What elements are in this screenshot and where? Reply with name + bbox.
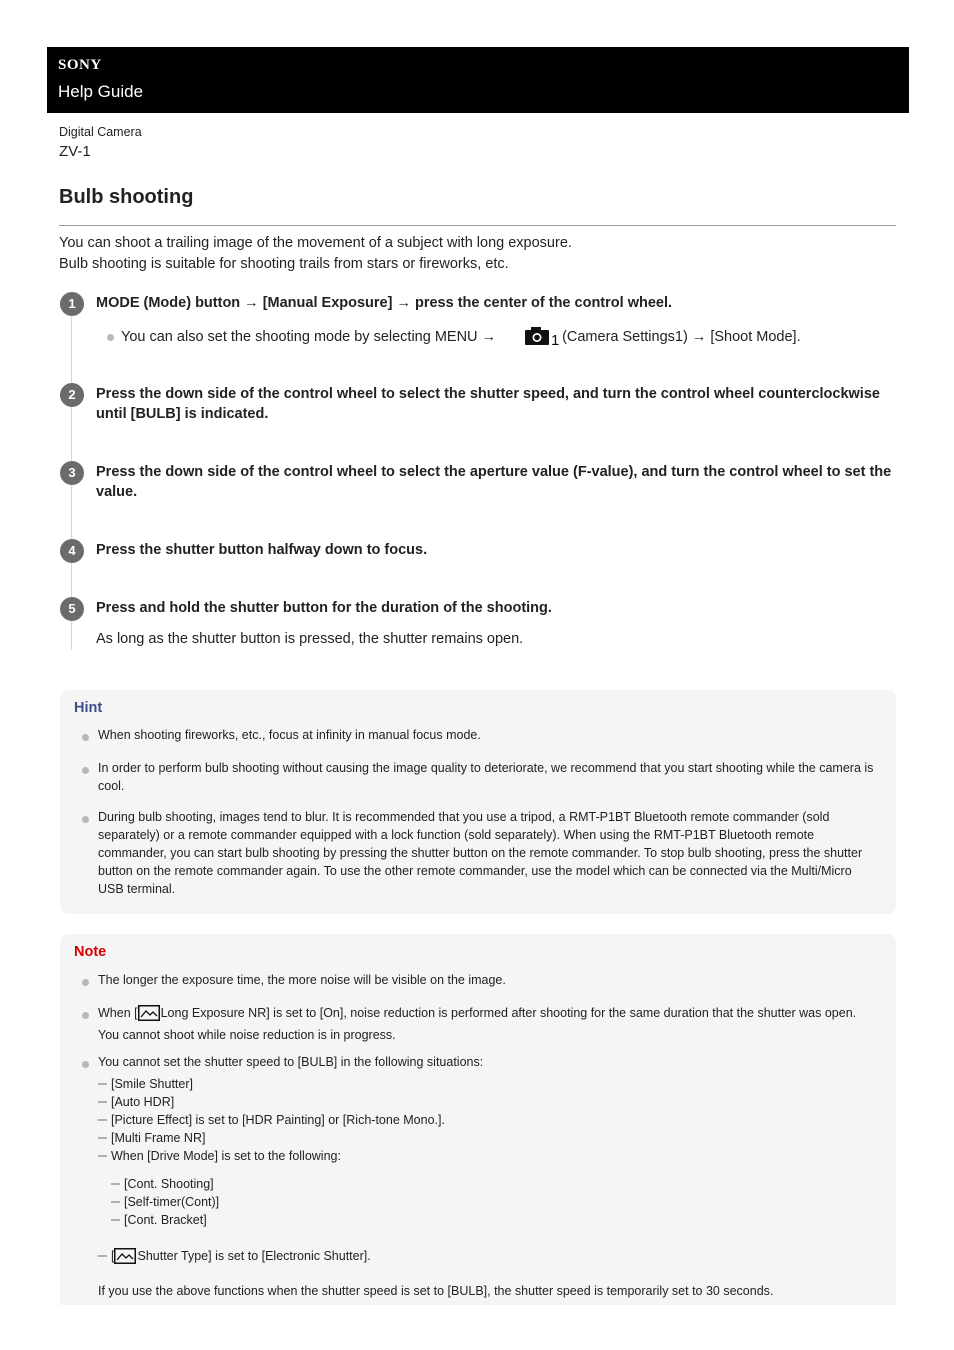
- note-item: The longer the exposure time, the more noise will be visible on the image.: [98, 973, 506, 987]
- situation-label: When [Drive Mode] is set to the following:: [111, 1149, 341, 1163]
- note-footer: If you use the above functions when the shutter speed is set to [BULB], the shutter speed is temporarily set to 30 seconds.: [98, 1284, 774, 1298]
- product-type: Digital Camera: [59, 125, 142, 139]
- shutter-type-after: Shutter Type] is set to [Electronic Shutter].: [137, 1249, 371, 1263]
- situation-item: [98, 1147, 341, 1165]
- bullet-icon: [82, 816, 89, 823]
- camera-settings-icon: [524, 326, 558, 352]
- step-number-3: 3: [60, 461, 84, 485]
- drive-mode-item: [111, 1193, 219, 1211]
- dash-icon: [98, 1101, 107, 1103]
- shutter-type-before: [: [111, 1249, 115, 1263]
- hint-title: Hint: [74, 700, 103, 716]
- step-2-text: Press the down side of the control wheel to select the shutter speed, and turn the control wheel counterclockwise until [BULB] is indicated.: [96, 386, 880, 422]
- note-item-2-after: Long Exposure NR] is set to [On], noise reduction is performed after shooting for the same duration that the shutter was open. You cannot shoot while noise reduction is in progress.: [98, 1006, 857, 1042]
- dash-icon: [98, 1155, 107, 1157]
- step-1-sub-after: (Camera Settings1) → [Shoot Mode].: [562, 329, 801, 345]
- note-item-long-exposure-nr: [98, 1004, 880, 1044]
- note-item-2-before: When [: [98, 1006, 138, 1020]
- page-title: Bulb shooting: [59, 186, 194, 208]
- step-1-sub-text: [121, 326, 801, 352]
- situation-item: [98, 1129, 205, 1147]
- drive-mode-label: [Cont. Bracket]: [124, 1213, 207, 1227]
- situation-label: [Multi Frame NR]: [111, 1131, 206, 1145]
- step-5-sub-text: As long as the shutter button is pressed, the shutter remains open.: [96, 631, 524, 647]
- hint-item: During bulb shooting, images tend to blur. It is recommended that you use a tripod, a RMT-P1BT Bluetooth remote commander (sold separately) or a remote commander equipped with a lock function (sold separately). When using the RMT-P1BT Bluetooth remote commander, you can start bulb shooting by pressing the shutter button on the remote commander. To stop bulb shooting, press the shutter button on the remote commander again. To use the other remote commander, use the model which can be connected via the Multi/Micro USB terminal.: [98, 810, 863, 896]
- situation-item: [98, 1111, 445, 1129]
- dash-icon: [111, 1219, 120, 1221]
- note-item: You cannot set the shutter speed to [BULB] in the following situations:: [98, 1055, 484, 1069]
- note-box: [60, 934, 896, 1305]
- step-number-1: 1: [60, 292, 84, 316]
- title-divider: [59, 225, 896, 226]
- situation-label: [Picture Effect] is set to [HDR Painting] or [Rich-tone Mono.].: [111, 1113, 445, 1127]
- drive-mode-item: [111, 1175, 214, 1193]
- bullet-icon: [82, 767, 89, 774]
- step-number-2: 2: [60, 383, 84, 407]
- dash-icon: [98, 1255, 107, 1257]
- bullet-icon: [82, 1012, 89, 1019]
- sony-logo: SONY: [58, 57, 102, 73]
- drive-mode-item: [111, 1211, 207, 1229]
- step-5-text: Press and hold the shutter button for the duration of the shooting.: [96, 600, 552, 616]
- step-number-4: 4: [60, 539, 84, 563]
- header-bar: [47, 47, 909, 113]
- note-title: Note: [74, 944, 107, 960]
- dash-icon: [111, 1183, 120, 1185]
- dash-icon: [111, 1201, 120, 1203]
- intro-line: Bulb shooting is suitable for shooting trails from stars or fireworks, etc.: [59, 256, 509, 272]
- situation-item: [98, 1075, 193, 1093]
- hint-item: When shooting fireworks, etc., focus at infinity in manual focus mode.: [98, 728, 481, 742]
- bullet-icon: [107, 334, 114, 341]
- bullet-icon: [82, 734, 89, 741]
- shutter-type-icon: [114, 1248, 136, 1269]
- drive-mode-label: [Cont. Shooting]: [124, 1177, 214, 1191]
- help-guide-link[interactable]: Help Guide: [58, 82, 144, 101]
- bullet-icon: [82, 1061, 89, 1068]
- camera-settings-icon-number: 1: [551, 332, 560, 349]
- step-1-text: MODE (Mode) button → [Manual Exposure] → press the center of the control wheel.: [96, 295, 673, 311]
- intro-text: [59, 233, 572, 275]
- step-4-text: Press the shutter button halfway down to focus.: [96, 542, 428, 558]
- product-model: ZV-1: [59, 143, 91, 160]
- step-1-sub-before: You can also set the shooting mode by selecting MENU →: [121, 329, 497, 345]
- hint-item: In order to perform bulb shooting without causing the image quality to deteriorate, we recommend that you start shooting while the camera is cool.: [98, 761, 874, 793]
- bullet-icon: [82, 979, 89, 986]
- step-3-text: Press the down side of the control wheel to select the aperture value (F-value), and turn the control wheel to set the value.: [96, 464, 892, 500]
- situation-label: [Smile Shutter]: [111, 1077, 193, 1091]
- dash-icon: [98, 1083, 107, 1085]
- step-number-5: 5: [60, 597, 84, 621]
- situation-item-shutter-type: [98, 1247, 371, 1269]
- intro-line: You can shoot a trailing image of the movement of a subject with long exposure.: [59, 235, 572, 251]
- hint-box: [60, 690, 896, 914]
- situation-label: [Auto HDR]: [111, 1095, 175, 1109]
- drive-mode-label: [Self-timer(Cont)]: [124, 1195, 220, 1209]
- long-exposure-nr-icon: [138, 1005, 160, 1026]
- situation-item: [98, 1093, 174, 1111]
- dash-icon: [98, 1119, 107, 1121]
- dash-icon: [98, 1137, 107, 1139]
